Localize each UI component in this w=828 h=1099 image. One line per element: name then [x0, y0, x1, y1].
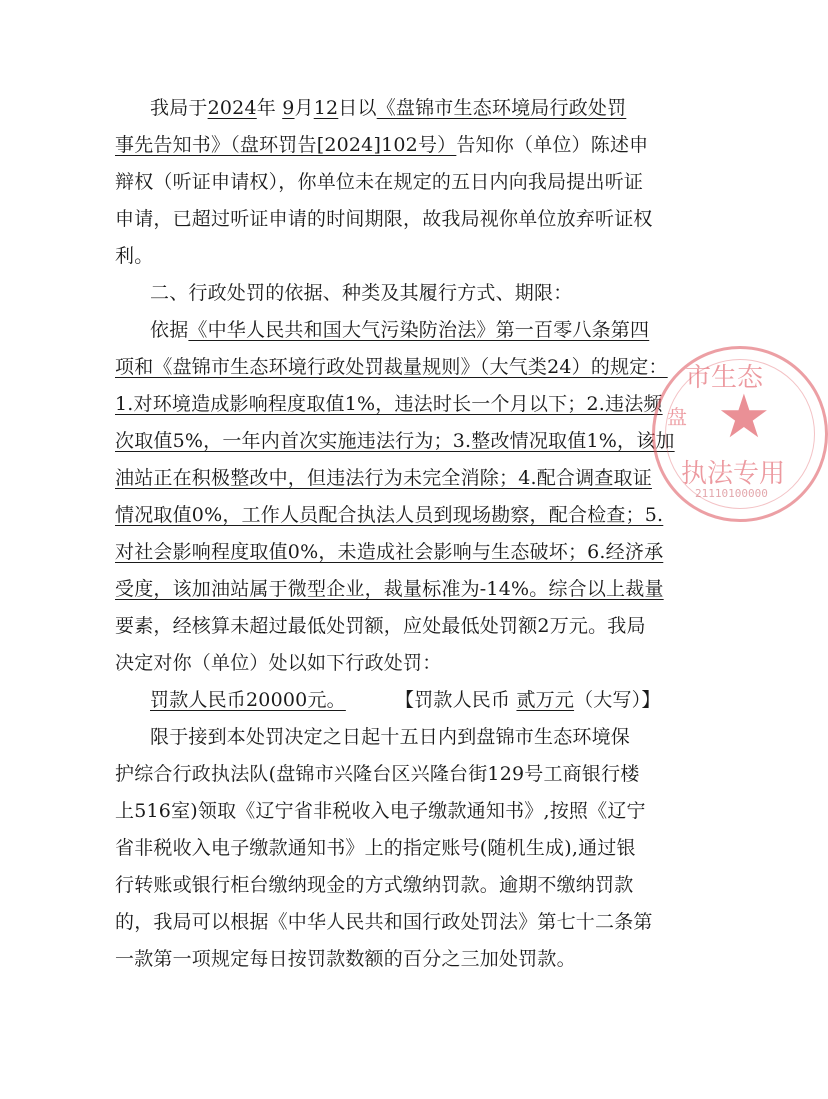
para3-line-4: 省非税收入电子缴款通知书》上的指定账号(随机生成),通过银 — [115, 837, 636, 859]
notice-title-part-1: 《盘锦市生态环境局行政处罚 — [376, 97, 627, 119]
notice-title-part-2: 事先告知书》（盘环罚告[2024]102号） — [115, 134, 457, 156]
para2-line-4: 次取值5%，一年内首次实施违法行为；3.整改情况取值1%，该加 — [115, 430, 675, 452]
star-icon: ★ — [717, 382, 771, 452]
para3-line-6: 的，我局可以根据《中华人民共和国行政处罚法》第七十二条第 — [115, 911, 653, 933]
para3-line-5: 行转账或银行柜台缴纳现金的方式缴纳罚款。逾期不缴纳罚款 — [115, 874, 634, 896]
para2-line-2: 项和《盘锦市生态环境行政处罚裁量规则》（大气类24）的规定： — [115, 356, 668, 378]
para1-line-3: 辩权（听证申请权），你单位未在规定的五日内向我局提出听证 — [115, 171, 644, 193]
para2-line-6: 情况取值0%，工作人员配合执法人员到现场勘察，配合检查；5. — [115, 504, 664, 526]
para2-line-5: 油站正在积极整改中，但违法行为未完全消除；4.配合调查取证 — [115, 467, 652, 489]
penalty-amount: 罚款人民币20000元。 — [150, 689, 346, 711]
para2-line-10: 决定对你（单位）处以如下行政处罚： — [115, 652, 442, 674]
seal-text-top: 市生态 — [685, 363, 764, 393]
para2-line-1: 依据《中华人民共和国大气污染防治法》第一百零八条第四 — [150, 319, 650, 341]
para3-line-7: 一款第一项规定每日按罚款数额的百分之三加处罚款。 — [115, 948, 576, 970]
para2-line-3: 1.对环境造成影响程度取值1%，违法时长一个月以下；2.违法频 — [115, 393, 663, 415]
para1-line-5: 利。 — [115, 245, 154, 267]
para3-line-1: 限于接到本处罚决定之日起十五日内到盘锦市生态环境保 — [150, 726, 631, 748]
para1-line-4: 申请，已超过听证申请的时间期限，故我局视你单位放弃听证权 — [115, 208, 653, 230]
penalty-amount-capital: 【罚款人民币 贰万元（大写）】 — [395, 689, 661, 711]
para2-line-8: 受度，该加油站属于微型企业，裁量标准为-14%。综合以上裁量 — [115, 578, 664, 600]
para2-line-9: 要素，经核算未超过最低处罚额，应处最低处罚额2万元。我局 — [115, 615, 646, 637]
seal-text-side: 执法专用 — [681, 459, 786, 489]
para2-line-7: 对社会影响程度取值0%，未造成社会影响与生态破坏；6.经济承 — [115, 541, 664, 563]
section-2-heading: 二、行政处罚的依据、种类及其履行方式、期限： — [150, 282, 573, 304]
seal-number: 21110100000 — [695, 487, 768, 500]
official-seal — [652, 346, 828, 522]
seal-text-left: 盘 — [667, 405, 687, 429]
para1-line-2: 事先告知书》（盘环罚告[2024]102号）告知你（单位）陈述申 — [115, 134, 649, 156]
para3-line-2: 护综合行政执法队(盘锦市兴隆台区兴隆台街129号工商银行楼 — [115, 763, 640, 785]
para3-line-3: 上516室)领取《辽宁省非税收入电子缴款通知书》,按照《辽宁 — [115, 800, 646, 822]
para1-line-1: 我局于2024年 9月12日以《盘锦市生态环境局行政处罚 — [150, 97, 627, 119]
